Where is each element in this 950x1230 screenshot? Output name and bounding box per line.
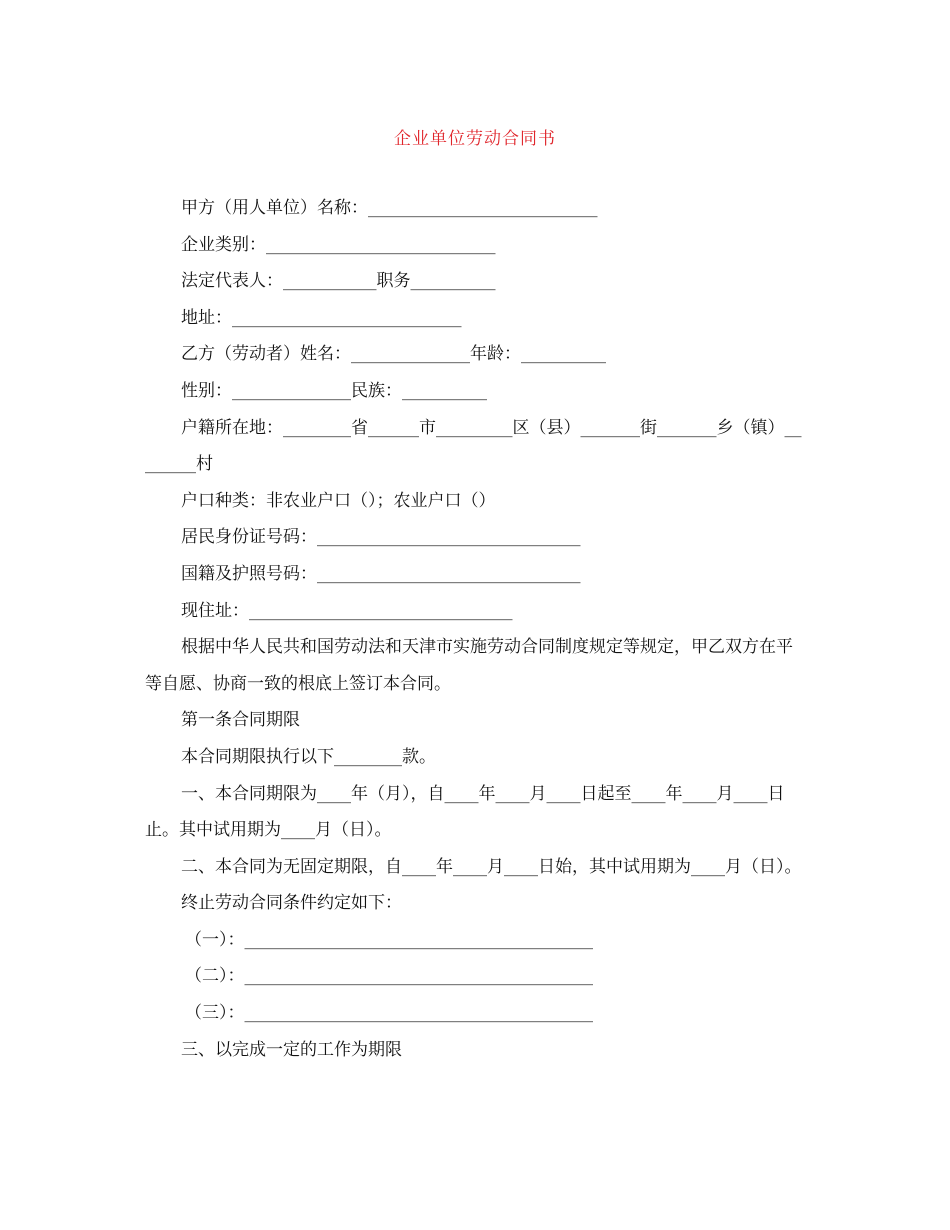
current-address-line: 现住址：_______________________________ [181, 600, 513, 621]
document-body [145, 190, 805, 1068]
legal-representative-line: 法定代表人：___________职务__________ [181, 271, 496, 292]
termination-condition-2: （二）：_________________________________________ [185, 966, 593, 987]
open-term-paragraph: 二、本合同为无固定期限，自____年____月____日始，其中试用期为____月（日）。 [181, 856, 802, 877]
task-term-heading: 三、以完成一定的工作为期限 [181, 1039, 402, 1060]
term-clause-line: 本合同期限执行以下________款。 [181, 746, 436, 767]
id-number-line: 居民身份证号码：_______________________________ [181, 527, 581, 548]
termination-conditions-heading: 终止劳动合同条件约定如下： [181, 893, 402, 914]
termination-condition-1: （一）：_________________________________________ [185, 929, 593, 950]
passport-line: 国籍及护照号码：_______________________________ [181, 563, 581, 584]
preamble-paragraph: 根据中华人民共和国劳动法和天津市实施劳动合同制度规定等规定，甲乙双方在平等自愿、协商一致的根底上签订本合同。 [145, 637, 793, 694]
household-registration-line: 户籍所在地：________省______市_________区（县）_______街_______乡（镇）________村 [145, 417, 802, 475]
address-line: 地址：___________________________ [181, 307, 462, 328]
article-one-heading: 第一条合同期限 [181, 710, 300, 731]
document-title: 企业单位劳动合同书 [394, 129, 556, 149]
fixed-term-paragraph: 一、本合同期限为____年（月），自____年____月____日起至____年____月____日止。其中试用期为____月（日）。 [145, 783, 785, 841]
gender-ethnicity-line: 性别：______________民族：__________ [181, 380, 487, 401]
enterprise-type-line: 企业类别：___________________________ [181, 234, 496, 255]
termination-condition-3: （三）：_________________________________________ [185, 1003, 593, 1024]
household-type-line: 户口种类：非农业户口（）；农业户口（） [181, 490, 496, 511]
employer-name-line: 甲方（用人单位）名称：___________________________ [181, 198, 598, 218]
employee-name-age-line: 乙方（劳动者）姓名：______________年龄：__________ [181, 344, 606, 365]
